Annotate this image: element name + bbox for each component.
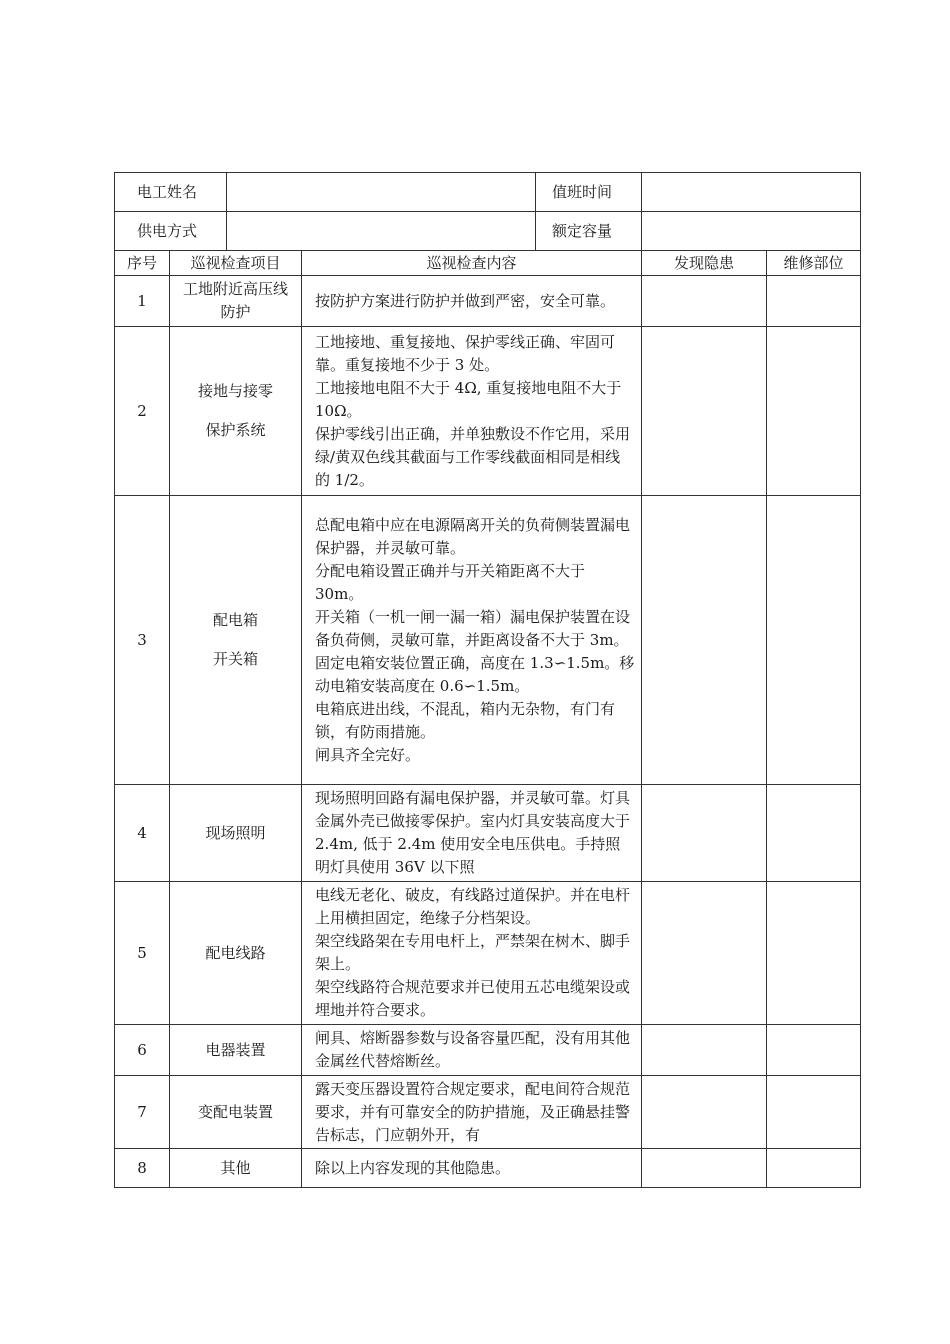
repair-cell[interactable]	[767, 882, 861, 1025]
col-header-no: 序号	[115, 251, 170, 276]
header-row-1	[115, 173, 861, 212]
row-number: 3	[115, 496, 170, 785]
content-paragraph: 电线无老化、破皮，有线路过道保护。并在电杆上用横担固定，绝缘子分档架设。	[315, 886, 631, 927]
item-line: 开关箱	[213, 650, 259, 668]
inspection-content	[302, 882, 642, 1025]
table-row	[115, 785, 861, 882]
item-line: 现场照明	[205, 823, 266, 842]
electrician-name-label: 电工姓名	[115, 173, 227, 212]
power-supply-field[interactable]	[227, 212, 536, 251]
inspection-table	[114, 172, 861, 1188]
table-row	[115, 1149, 861, 1188]
inspection-item	[170, 1076, 302, 1149]
content-paragraph: 总配电箱中应在电源隔离开关的负荷侧装置漏电保护器，并灵敏可靠。	[315, 515, 631, 557]
repair-cell[interactable]	[767, 1025, 861, 1076]
hazard-cell[interactable]	[642, 276, 767, 327]
inspection-content	[302, 1149, 642, 1188]
content-paragraph: 分配电箱设置正确并与开关箱距离不大于 30m。	[315, 561, 586, 603]
table-row	[115, 1025, 861, 1076]
rated-capacity-field[interactable]	[642, 212, 861, 251]
column-header-row	[115, 251, 861, 276]
table-row	[115, 882, 861, 1025]
inspection-item	[170, 276, 302, 327]
item-line: 其他	[220, 1158, 251, 1177]
col-header-repair: 维修部位	[767, 251, 861, 276]
inspection-item	[170, 785, 302, 882]
hazard-cell[interactable]	[642, 1025, 767, 1076]
repair-cell[interactable]	[767, 1149, 861, 1188]
content-paragraph: 闸具、熔断器参数与设备容量匹配，没有用其他金属丝代替熔断丝。	[315, 1029, 631, 1070]
duty-time-label: 值班时间	[536, 173, 642, 212]
inspection-content	[302, 496, 642, 785]
inspection-content	[302, 785, 642, 882]
inspection-item	[170, 327, 302, 496]
content-paragraph: 保护零线引出正确，并单独敷设不作它用，采用绿/黄双色线其截面与工作零线截面相同是相线的 1/2。	[315, 424, 631, 489]
content-paragraph: 电箱底进出线，不混乱，箱内无杂物，有门有锁，有防雨措施。	[315, 699, 616, 741]
inspection-item	[170, 1149, 302, 1188]
item-line: 接地与接零	[198, 382, 274, 400]
content-paragraph: 开关箱（一机一闸一漏一箱）漏电保护装置在设备负荷侧，灵敏可靠，并距离设备不大于 3m。	[315, 607, 631, 649]
col-header-item: 巡视检查项目	[170, 251, 302, 276]
header-row-2	[115, 212, 861, 251]
hazard-cell[interactable]	[642, 1076, 767, 1149]
inspection-item	[170, 882, 302, 1025]
row-number: 4	[115, 785, 170, 882]
col-header-hazard: 发现隐患	[642, 251, 767, 276]
hazard-cell[interactable]	[642, 327, 767, 496]
item-line: 变配电装置	[198, 1102, 274, 1121]
item-line: 电器装置	[205, 1040, 266, 1059]
inspection-sheet	[114, 172, 860, 1188]
content-paragraph: 除以上内容发现的其他隐患。	[315, 1158, 511, 1177]
inspection-content	[302, 1076, 642, 1149]
hazard-cell[interactable]	[642, 882, 767, 1025]
content-paragraph: 架空线路架在专用电杆上，严禁架在树木、脚手架上。	[315, 932, 631, 973]
inspection-content	[302, 1025, 642, 1076]
table-row	[115, 496, 861, 785]
inspection-content	[302, 327, 642, 496]
hazard-cell[interactable]	[642, 1149, 767, 1188]
power-supply-label: 供电方式	[115, 212, 227, 251]
row-number: 8	[115, 1149, 170, 1188]
repair-cell[interactable]	[767, 1076, 861, 1149]
item-line: 工地附近高压线	[183, 280, 289, 298]
inspection-content	[302, 276, 642, 327]
content-paragraph: 露天变压器设置符合规定要求，配电间符合规范要求，并有可靠安全的防护措施，及正确悬挂警告标志，门应朝外开，有	[315, 1080, 631, 1144]
item-line: 保护系统	[205, 421, 266, 439]
content-paragraph: 按防护方案进行防护并做到严密，安全可靠。	[315, 291, 616, 310]
table-row	[115, 276, 861, 327]
table-row	[115, 327, 861, 496]
col-header-content: 巡视检查内容	[302, 251, 642, 276]
duty-time-field[interactable]	[642, 173, 861, 212]
row-number: 6	[115, 1025, 170, 1076]
content-paragraph: 架空线路符合规范要求并已使用五芯电缆架设或埋地并符合要求。	[315, 978, 631, 1019]
item-line: 配电线路	[205, 943, 266, 962]
content-paragraph: 固定电箱安装位置正确，高度在 1.3∽1.5m。移动电箱安装高度在 0.6∽1.5m。	[315, 653, 635, 695]
item-line: 防护	[220, 303, 251, 321]
hazard-cell[interactable]	[642, 496, 767, 785]
hazard-cell[interactable]	[642, 785, 767, 882]
repair-cell[interactable]	[767, 785, 861, 882]
content-paragraph: 工地接地电阻不大于 4Ω, 重复接地电阻不大于 10Ω。	[315, 378, 622, 420]
row-number: 1	[115, 276, 170, 327]
electrician-name-field[interactable]	[227, 173, 536, 212]
row-number: 5	[115, 882, 170, 1025]
repair-cell[interactable]	[767, 327, 861, 496]
row-number: 7	[115, 1076, 170, 1149]
inspection-item	[170, 1025, 302, 1076]
rated-capacity-label: 额定容量	[536, 212, 642, 251]
repair-cell[interactable]	[767, 276, 861, 327]
inspection-item	[170, 496, 302, 785]
item-line: 配电箱	[213, 611, 259, 629]
table-row	[115, 1076, 861, 1149]
row-number: 2	[115, 327, 170, 496]
content-paragraph: 闸具齐全完好。	[315, 745, 421, 764]
repair-cell[interactable]	[767, 496, 861, 785]
content-paragraph: 工地接地、重复接地、保护零线正确、牢固可靠。重复接地不少于 3 处。	[315, 332, 616, 374]
content-paragraph: 现场照明回路有漏电保护器，并灵敏可靠。灯具金属外壳已做接零保护。室内灯具安装高度大于 2.4m, 低于 2.4m 使用安全电压供电。手持照明灯具使用 36V 以下照	[315, 789, 631, 876]
